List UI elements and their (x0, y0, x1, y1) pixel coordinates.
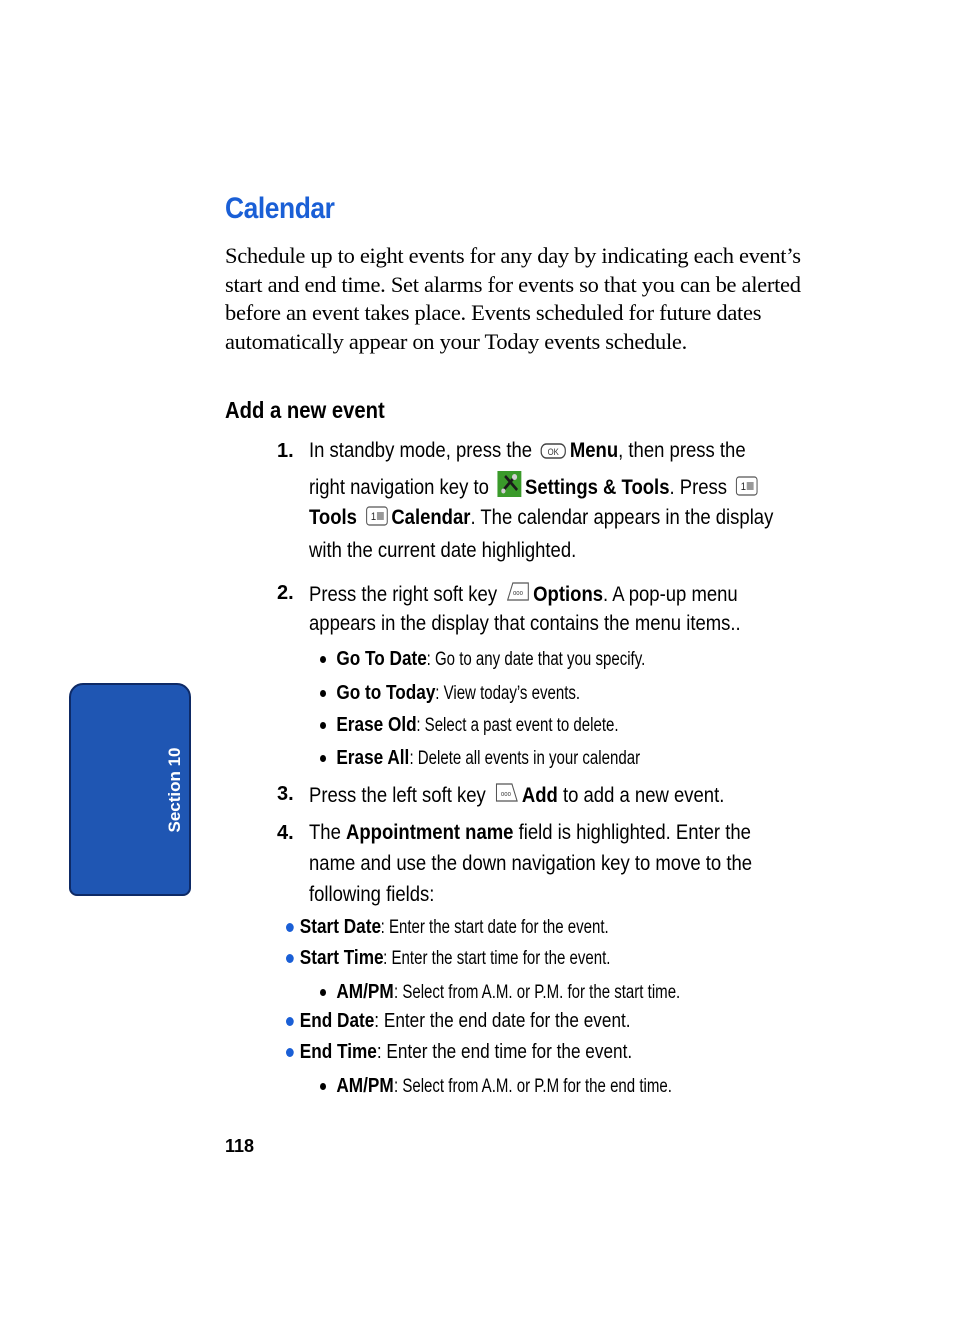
step-number: 1. (277, 440, 294, 462)
settings-tools-icon (497, 471, 521, 503)
section-subheading: Add a new event (225, 397, 385, 423)
svg-text:ooo: ooo (500, 790, 511, 799)
list-item: Start Date: Enter the start date for the event. (286, 916, 629, 939)
list-item: AM/PM: Select from A.M. or P.M. for the start time. (320, 981, 705, 1004)
soft-key-icon (494, 781, 518, 811)
step-number: 2. (277, 582, 294, 604)
svg-text:OK: OK (547, 446, 560, 458)
list-item: Erase Old: Select a past event to delete. (320, 714, 636, 737)
list-item: AM/PM: Select from A.M. or P.M for the end time. (320, 1075, 696, 1098)
step-number: 4. (277, 822, 294, 844)
page-number: 118 (225, 1136, 255, 1156)
one-key-icon (366, 505, 388, 533)
svg-text:1: 1 (740, 481, 747, 494)
soft-key-icon (506, 580, 530, 610)
list-item: Go To Date: Go to any date that you specify. (320, 648, 664, 671)
intro-paragraph: Schedule up to eight events for any day by indicating each event’s start and end time. Set alarms for events so that you can be alerted before an event takes place. Events scheduled for future dates automatically appear on your Today events schedule. (225, 243, 801, 354)
step2-line2: appears in the display that contains the menu items.. (309, 611, 741, 635)
list-item: Go to Today: View today’s events. (320, 682, 593, 705)
section-tab-label: Section 10 (165, 747, 184, 833)
svg-text:1: 1 (370, 511, 376, 524)
one-key-icon (736, 475, 758, 503)
list-item: Erase All: Delete all events in your calendar (320, 747, 660, 770)
step4-line3: following fields: (309, 882, 435, 906)
step1-line3: Tools 1 Calendar. The calendar appears in the display (309, 505, 773, 533)
list-item: Start Time: Enter the start time for the event. (286, 947, 631, 970)
list-item: End Date: Enter the end date for the event. (286, 1010, 631, 1033)
step-number: 3. (277, 783, 294, 805)
step4-line2: name and use the down navigation key to move to the (309, 851, 753, 875)
step1-line2: right navigation key to Settings & Tools. Press 1 (309, 471, 761, 503)
svg-text:ooo: ooo (512, 589, 523, 598)
ok-key-icon (541, 441, 567, 466)
step2-line1: Press the right soft key ooo Options. A pop-up menu (309, 580, 738, 610)
step4-line1: The Appointment name field is highlighted. Enter the (309, 820, 751, 844)
step1-line1: In standby mode, press the OK Menu, then press the (309, 438, 746, 466)
step3-line1: Press the left soft key ooo Add to add a new event. (309, 781, 724, 811)
step1-line4: with the current date highlighted. (309, 538, 577, 562)
list-item: End Time: Enter the end time for the event. (286, 1041, 632, 1064)
page-title: Calendar (225, 192, 335, 225)
